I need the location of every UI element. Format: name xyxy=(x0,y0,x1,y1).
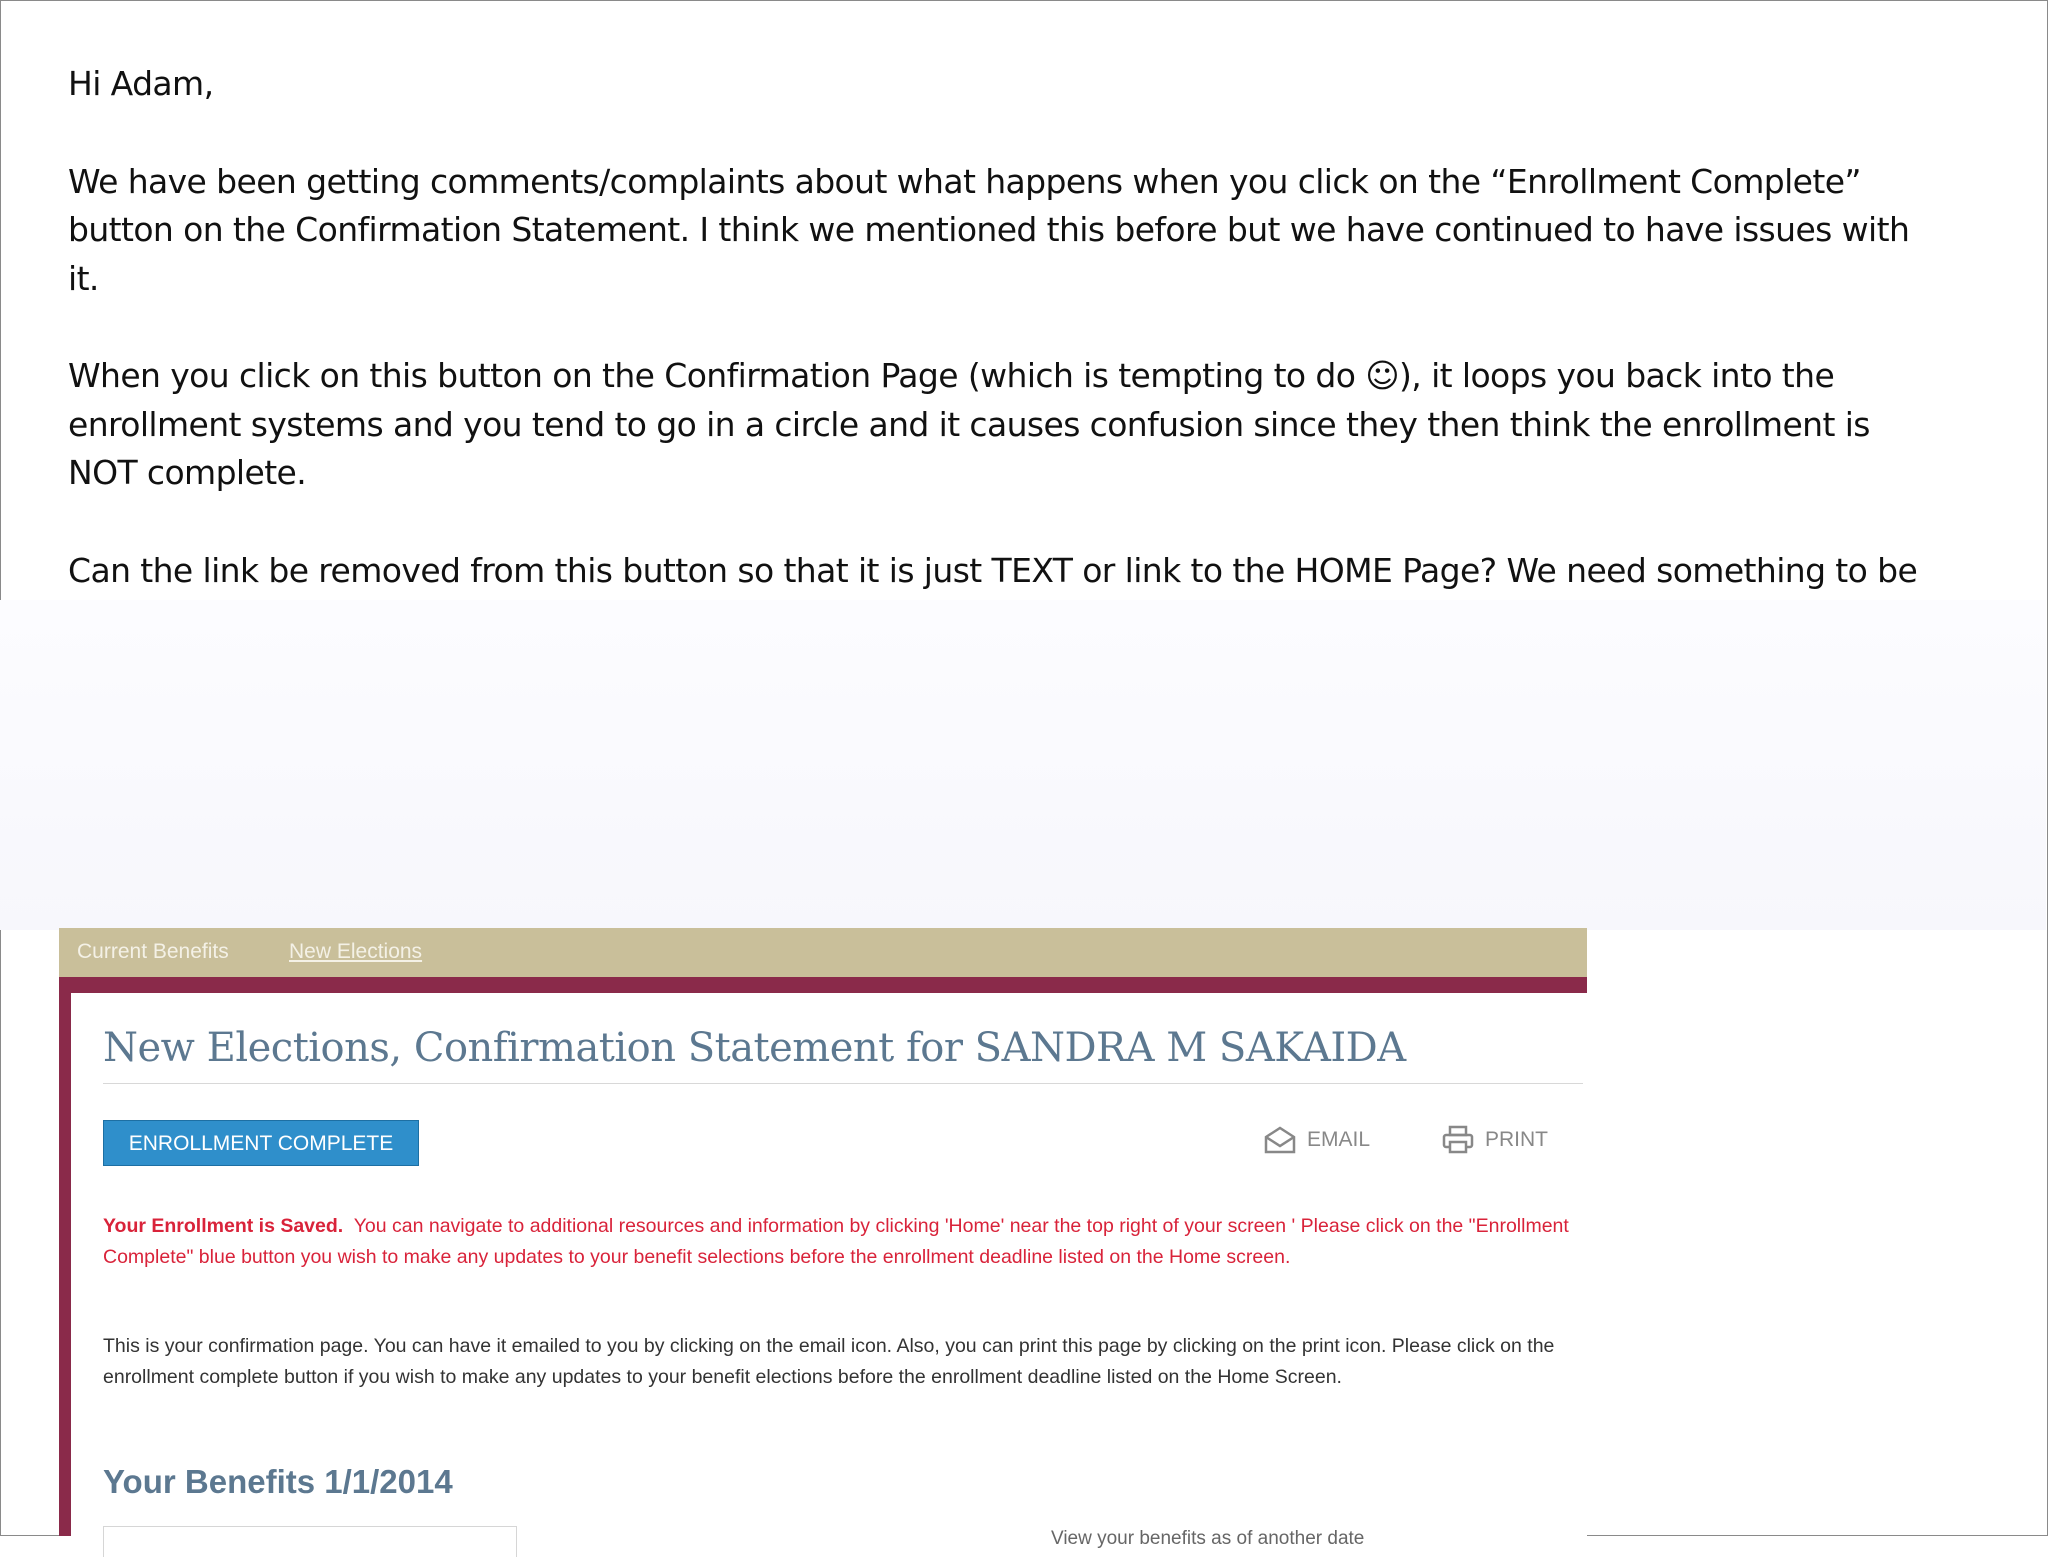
email-action[interactable] xyxy=(1263,1123,1370,1157)
saved-notice-heading: Your Enrollment is Saved. xyxy=(103,1215,344,1237)
email-paragraph-2: When you click on this button on the Confirmation Page (which is tempting to do ☺), it loops you back into the enrollment systems and you tend to go in a circle and it causes confusion since they then think the enrollment is NOT complete. xyxy=(68,356,1870,492)
blank-area xyxy=(0,600,2046,930)
print-action[interactable] xyxy=(1441,1123,1548,1157)
email-paragraph-1: We have been getting comments/complaints about what happens when you click on the “Enrollment Complete” button on the Confirmation Statement. I think we mentioned this before but we have continued to have issues with it. xyxy=(68,161,1910,298)
saved-notice-text: You can navigate to additional resources and information by clicking 'Home' near the top right of your screen ' Please click on the "Enrollment Complete" blue button you wish to make any updates to your benefit selections before the enrollment deadline listed on the Home screen. xyxy=(103,1215,1569,1268)
printer-icon xyxy=(1441,1125,1475,1155)
email-label: EMAIL xyxy=(1307,1128,1371,1151)
confirmation-panel xyxy=(71,993,1587,1549)
saved-notice xyxy=(103,1211,1583,1273)
benefits-table xyxy=(103,1526,517,1557)
tab-bar xyxy=(59,928,1587,977)
envelope-icon xyxy=(1263,1125,1297,1155)
email-paragraph-3: Can the link be removed from this button so that it is just TEXT or link to the HOME Page? We need something to be xyxy=(68,550,1918,590)
email-greeting: Hi Adam, xyxy=(68,64,214,103)
benefits-heading: Your Benefits 1/1/2014 xyxy=(103,1463,453,1500)
page-title: New Elections, Confirmation Statement for SANDRA M SAKAIDA xyxy=(103,1025,1583,1084)
other-date-link[interactable]: View your benefits as of another date xyxy=(1051,1528,1365,1549)
tab-new-elections[interactable]: New Elections xyxy=(289,940,423,963)
confirmation-info-text: This is your confirmation page. You can have it emailed to you by clicking on the email icon. Also, you can print this page by clicking on the print icon. Please click on the enrollment complete button if you wish to make any updates to your benefit elections before the enrollment deadline listed on the Home Screen. xyxy=(103,1335,1555,1388)
print-label: PRINT xyxy=(1485,1128,1548,1151)
enrollment-complete-button[interactable]: ENROLLMENT COMPLETE xyxy=(103,1120,419,1166)
tab-current-benefits[interactable]: Current Benefits xyxy=(77,940,229,963)
embedded-screenshot xyxy=(59,928,1587,1549)
email-body xyxy=(68,60,1948,643)
